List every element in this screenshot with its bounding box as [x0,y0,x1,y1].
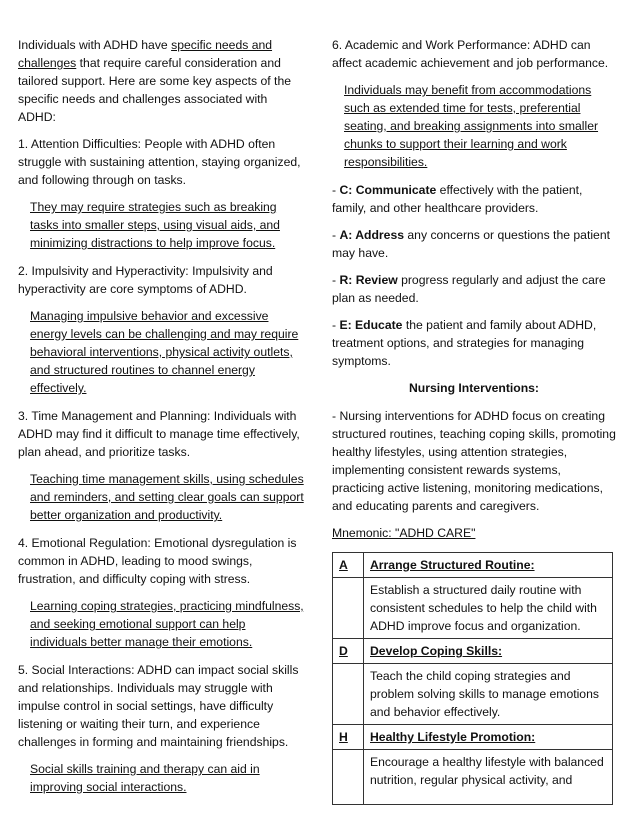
section-attention-heading: 1. Attention Difficulties: People with ADHD often struggle with sustaining attention, staying organized, and following through on tasks. [18,137,301,187]
intro-paragraph: Individuals with ADHD have specific needs and challenges that require careful consideration and tailored support. Here are some key aspects of the specific needs and challenges associated with ADHD: [18,38,292,124]
care-item-address: - A: Address any concerns or questions the patient may have. [332,228,610,260]
section-time-note: Teaching time management skills, using schedules and reminders, and setting clear goals can support better organization and productivity. [30,472,304,522]
table-title-develop: Develop Coping Skills: [364,639,613,664]
table-desc-arrange: Establish a structured daily routine with consistent schedules to help the child with ADHD improve focus and organization. [364,578,613,639]
section-impulsivity-heading: 2. Impulsivity and Hyperactivity: Impulsivity and hyperactivity are core symptoms of ADHD. [18,264,273,296]
section-attention-note: They may require strategies such as breaking tasks into smaller steps, using visual aids, and minimizing distractions to help improve focus. [30,200,280,250]
table-row [333,639,613,664]
table-desc-healthy: Encourage a healthy lifestyle with balanced nutrition, regular physical activity, and [370,755,604,787]
section-impulsivity-note: Managing impulsive behavior and excessive energy levels can be challenging and may require behavioral interventions, physical activity outlets, and structured routines to channel energy effectively. [30,309,299,395]
table-row [333,553,613,578]
table-title-healthy: Healthy Lifestyle Promotion: [364,725,613,750]
specific-needs-link[interactable]: specific needs and challenges [18,38,273,70]
table-letter-a: A [333,553,364,578]
table-row [333,750,613,805]
section-time-heading: 3. Time Management and Planning: Individuals with ADHD may find it difficult to manage time effectively, plan ahead, and prioritize tasks. [18,409,300,459]
section-emotional-heading: 4. Emotional Regulation: Emotional dysregulation is common in ADHD, leading to mood swings, frustration, and difficulty coping with stress. [18,536,297,586]
table-letter-h: H [333,725,364,750]
table-title-arrange: Arrange Structured Routine: [364,553,613,578]
table-letter-d: D [333,639,364,664]
right-column [332,36,616,805]
care-item-educate: - E: Educate the patient and family about ADHD, treatment options, and strategies for managing symptoms. [332,318,597,368]
table-row [333,725,613,750]
left-column [18,36,304,806]
section-academic-heading: 6. Academic and Work Performance: ADHD can affect academic achievement and job performance. [332,38,609,70]
care-item-review: - R: Review progress regularly and adjust the care plan as needed. [332,273,606,305]
mnemonic-label: Mnemonic: "ADHD CARE" [332,526,476,540]
section-emotional-note: Learning coping strategies, practicing mindfulness, and seeking emotional support can help individuals better manage their emotions. [30,599,304,649]
table-desc-develop: Teach the child coping strategies and problem solving skills to manage emotions and behavior effectively. [364,664,613,725]
care-item-communicate: - C: Communicate effectively with the patient, family, and other healthcare providers. [332,183,583,215]
table-row [333,664,613,725]
mnemonic-table [332,552,613,805]
section-academic-note: Individuals may benefit from accommodations such as extended time for tests, preferential seating, and breaking assignments into smaller chunks to support their learning and work responsibilities. [344,83,599,169]
nursing-interventions-text: - Nursing interventions for ADHD focus on creating structured routines, teaching coping skills, promoting healthy lifestyles, using attention strategies, implementing consistent rewards systems, practicing active listening, monitoring medications, and educating parents and caregivers. [332,409,616,513]
table-row [333,578,613,639]
nursing-interventions-heading: Nursing Interventions: [408,381,539,395]
section-social-heading: 5. Social Interactions: ADHD can impact social skills and relationships. Individuals may struggle with impulse control in social settings, have difficulty listening or waiting their turn, and experience challenges in forming and maintaining friendships. [18,663,299,749]
section-social-note: Social skills training and therapy can aid in improving social interactions. [30,762,260,794]
